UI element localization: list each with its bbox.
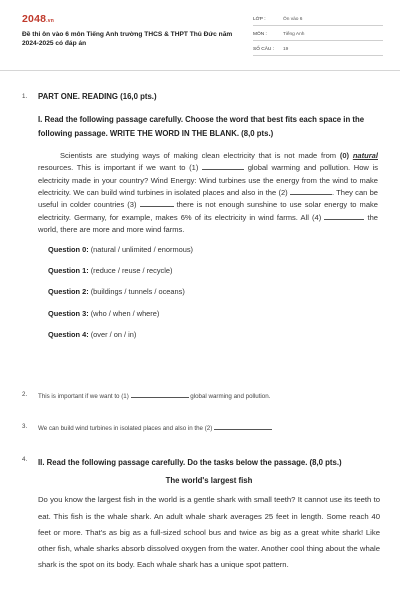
option-text: (reduce / reuse / recycle) xyxy=(90,266,173,276)
document-header xyxy=(0,0,400,66)
options-list xyxy=(48,245,378,352)
option-text: (who / when / where) xyxy=(90,308,160,318)
passage-text: there is not enough sunshine to use solar energy to make electricity. Germany, for example, makes 6% of its electricity in wind farms. All (4) xyxy=(38,200,378,222)
blank-3[interactable] xyxy=(140,200,174,207)
meta-row-question-count xyxy=(253,44,383,56)
header-divider xyxy=(0,70,400,71)
reading-instruction: II. Read the following passage carefully. Do the tasks below the passage. (8,0 pts.) xyxy=(38,458,342,467)
document-title: Đề thi ôn vào 6 môn Tiếng Anh trường THCS & THPT Thủ Đức năm 2024-2025 có đáp án xyxy=(22,31,233,47)
question-text: We can build wind turbines in isolated places and also in the (2) xyxy=(38,425,213,432)
option-label: Question 4: xyxy=(48,330,89,340)
option-text: (natural / unlimited / enormous) xyxy=(90,244,194,254)
question-1 xyxy=(38,92,378,352)
example-answer: natural xyxy=(352,150,378,160)
question-number-1: 1. xyxy=(22,93,28,100)
option-row xyxy=(48,245,378,266)
question-text: This is important if we want to (1) xyxy=(38,393,129,400)
question-2 xyxy=(38,391,378,400)
part-title: PART ONE. READING (16,0 pts.) xyxy=(38,92,157,101)
site-logo[interactable] xyxy=(22,13,54,25)
option-row xyxy=(48,266,378,287)
option-label: Question 0: xyxy=(48,244,89,254)
option-label: Question 2: xyxy=(48,287,89,297)
option-label: Question 1: xyxy=(48,266,89,276)
passage-text: . They can be useful in colder countries (3) xyxy=(38,188,378,210)
passage-text: Scientists are studying ways of making clean electricity that is not made from xyxy=(60,150,337,160)
logo-main: 2048 xyxy=(22,13,47,25)
meta-key-question-count: SỐ CÂU : xyxy=(253,47,275,52)
meta-value-question-count: 19 xyxy=(283,47,289,52)
meta-row-class xyxy=(253,14,383,26)
question-number-3: 3. xyxy=(22,423,28,430)
cloze-passage xyxy=(38,150,378,237)
answer-blank-3[interactable] xyxy=(214,423,272,430)
meta-key-subject: MÔN : xyxy=(253,32,267,37)
question-number-2: 2. xyxy=(22,391,28,398)
answer-blank-2[interactable] xyxy=(131,391,189,398)
option-row xyxy=(48,287,378,308)
option-row xyxy=(48,309,378,330)
option-row xyxy=(48,330,378,351)
option-label: Question 3: xyxy=(48,308,89,318)
example-label: (0) xyxy=(339,150,350,160)
blank-1[interactable] xyxy=(202,163,244,170)
meta-row-subject xyxy=(253,29,383,41)
meta-value-subject: Tiếng Anh xyxy=(283,32,305,37)
passage-text: global warming and pollution. How is electricity made in your country? Wind Energy: Wind turbines use the energy from the wind to make electricity. We can build wind turbines in isolated places and also in the (2) xyxy=(38,163,378,198)
passage-text: the world, there are more and more wind farms. xyxy=(38,212,378,235)
meta-key-class: LỚP : xyxy=(253,17,266,22)
passage-text: resources. This is important if we want to (1) xyxy=(38,163,199,173)
blank-4[interactable] xyxy=(324,213,364,220)
reading-passage: Do you know the largest fish in the world is a gentle shark with small teeth? It cannot use its teeth to eat. This fish is the whale shark. An adult whale shark averages 25 feet in length. Some reach 40 feet or more. That's as big as a full-sized school bus and twice as big as a great white shark! Like other fish, whale sharks absorb dissolved oxygen from the water. Another cool thing about the whale shark is the spot on its body. Each whale shark has a unique spot pattern. xyxy=(38,495,380,570)
blank-2[interactable] xyxy=(290,188,332,195)
question-text: global warming and pollution. xyxy=(190,393,271,400)
meta-value-class: Ôn vào 6 xyxy=(283,17,303,22)
option-text: (buildings / tunnels / oceans) xyxy=(90,287,185,297)
question-number-4: 4. xyxy=(22,456,28,463)
question-3 xyxy=(38,423,378,432)
reading-instruction: I. Read the following passage carefully. Choose the word that best fits each space in the following passage. WRITE THE WORD IN THE BLANK. (8,0 pts.) xyxy=(38,115,365,139)
logo-domain: .vn xyxy=(46,18,54,24)
question-4 xyxy=(38,456,380,573)
option-text: (over / on / in) xyxy=(90,330,137,340)
reading-title: The world's largest fish xyxy=(165,476,253,486)
